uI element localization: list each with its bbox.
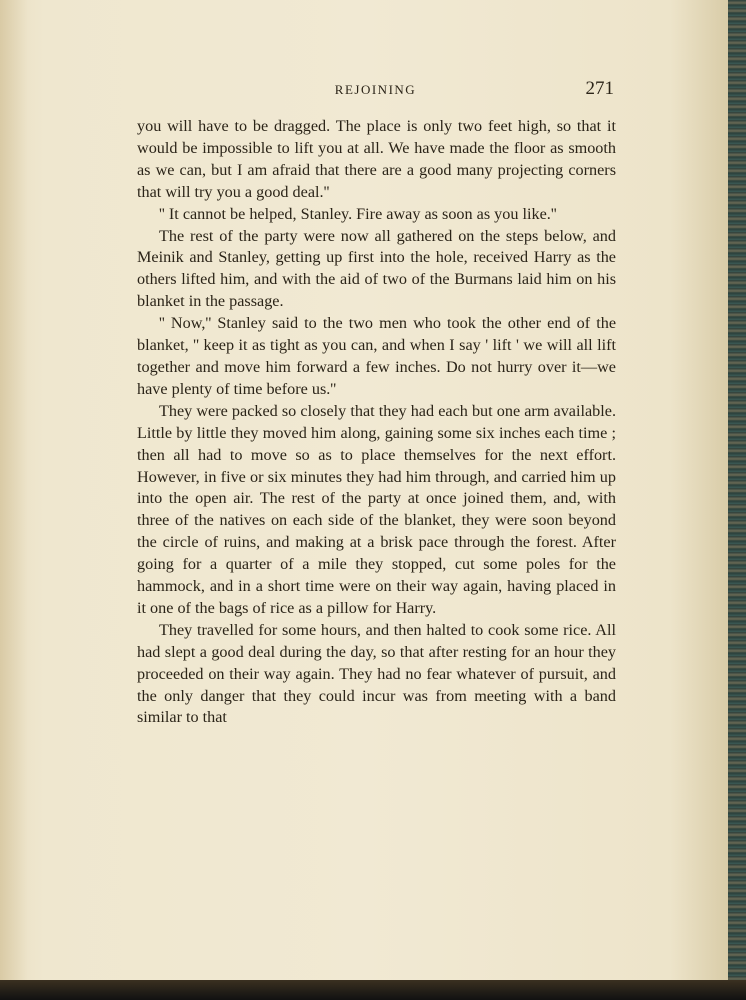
paragraph: They were packed so closely that they had each but one arm available. Little by little they moved him along, gaining some six inches each time ; then all had to move so as to place themselves for the next effort. However, in five or six minutes they had him through, and carried him up into the open air. The rest of the party at once joined them, and, with three of the natives on each side of the blanket, they were soon beyond the circle of ruins, and making at a brisk pace through the forest. After going for a quarter of a mile they stopped, cut some poles for the hammock, and in a short time were on their way again, having placed in it one of the bags of rice as a pillow for Harry. (137, 401, 616, 617)
paragraph: '' It cannot be helped, Stanley. Fire away as soon as you like.'' (159, 204, 557, 223)
page-header (137, 78, 614, 102)
book-bottom-edge (0, 980, 746, 1000)
page-edge (728, 0, 746, 1000)
paragraph: '' Now,'' Stanley said to the two men who took the other end of the blanket, '' keep it as tight as you can, and when I say ' lift ' we will all lift together and move him forward a few inches. Do not hurry over it—we have plenty of time before us.'' (137, 314, 616, 398)
body-text (137, 116, 616, 729)
paragraph: you will have to be dragged. The place is only two feet high, so that it would be impossible to lift you at all. We have made the floor as smooth as we can, but I am afraid that there are a good many projecting corners that will try you a good deal.'' (137, 117, 616, 201)
paragraph: They travelled for some hours, and then halted to cook some rice. All had slept a good deal during the day, so that after resting for an hour they proceeded on their way again. They had no fear whatever of pursuit, and the only danger that they could incur was from meeting with a band similar to that (137, 620, 616, 727)
running-title: REJOINING (334, 82, 417, 97)
paragraph: The rest of the party were now all gathered on the steps below, and Meinik and Stanley, getting up first into the hole, received Harry as the others lifted him, and with the aid of two of the Burmans laid him on his blanket in the passage. (137, 226, 616, 311)
page-number: 271 (585, 78, 614, 99)
spine-shadow (0, 0, 28, 980)
